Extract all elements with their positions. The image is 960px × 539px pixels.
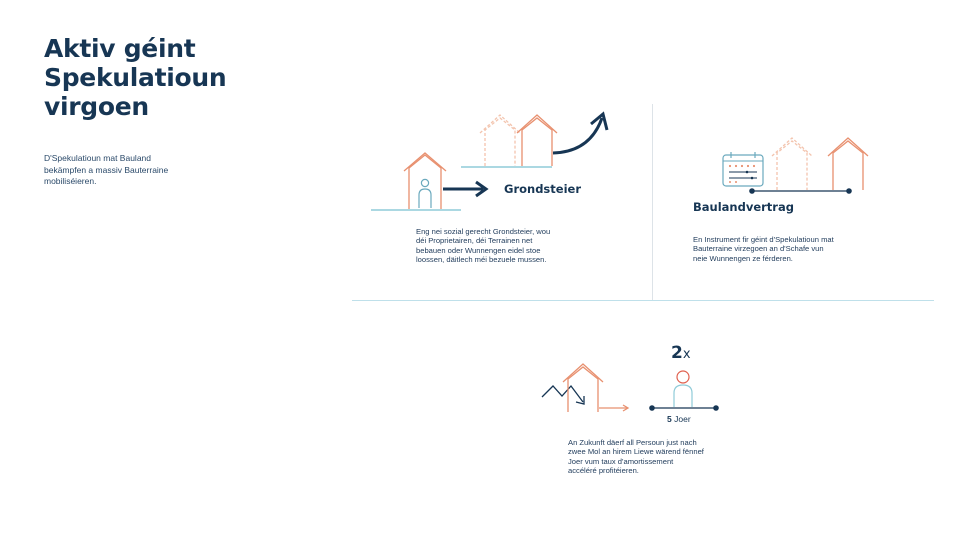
- arrow-right-icon: [443, 182, 486, 196]
- grondsteier-text: [416, 227, 550, 265]
- intro-line: mobiliséieren.: [44, 176, 97, 186]
- house-icon: [517, 115, 557, 166]
- text-line: An Zukunft däerf all Persoun just nach: [568, 438, 697, 447]
- years-value: 5: [667, 414, 672, 424]
- text-line: déi Proprietairen, déi Terrainen net: [416, 236, 533, 246]
- page-title-line: Aktiv géint: [44, 34, 196, 63]
- text-line: Bauterraine virzegoen an d'Schafe vun: [693, 244, 824, 254]
- arrow-right-icon: [599, 405, 628, 411]
- text-line: Joer vum taux d'amortissement: [568, 456, 674, 466]
- baulandvertrag-label: Baulandvertrag: [693, 200, 794, 214]
- multiplier-value: 2: [671, 343, 683, 363]
- amortissement-text: [568, 438, 704, 476]
- house-icon: [772, 138, 812, 190]
- house-icon: [404, 153, 446, 209]
- text-line: Eng nei sozial gerecht Grondsteier, wou: [416, 227, 551, 236]
- baulandvertrag-text: [693, 235, 834, 263]
- intro-line: bekämpfen a massiv Bauterraine: [44, 164, 169, 175]
- house-icon: [480, 115, 520, 166]
- baulandvertrag-illustration: [723, 138, 868, 194]
- multiplier-badge: [671, 343, 691, 363]
- trend-down-icon: [542, 386, 584, 404]
- text-line: loossen, däitlech méi bezuele mussen.: [416, 255, 547, 265]
- years-unit: Joer: [674, 414, 691, 424]
- multiplier-suffix: x: [682, 347, 691, 362]
- amortissement-illustration: [542, 364, 719, 412]
- text-line: accéléré profitéieren.: [568, 466, 639, 476]
- person-icon: [674, 371, 692, 407]
- calendar-icon: [723, 152, 763, 186]
- grondsteier-label: Grondsteier: [504, 182, 581, 196]
- house-icon: [828, 138, 868, 190]
- text-line: bebauen oder Wunnengen eidel stoe: [416, 245, 541, 255]
- arrow-up-icon: [553, 114, 607, 153]
- page-title-line: virgoen: [44, 92, 149, 121]
- page-title-line: Spekulatioun: [44, 63, 227, 92]
- years-label: [667, 414, 691, 424]
- intro-line: D'Spekulatioun mat Bauland: [44, 153, 151, 163]
- text-line: zwee Mol an hirem Liewe wärend fënnef: [568, 447, 704, 457]
- text-line: En Instrument fir géint d'Spekulatioun mat: [693, 235, 834, 244]
- text-line: neie Wunnengen ze férderen.: [693, 253, 793, 263]
- person-icon: [419, 179, 431, 208]
